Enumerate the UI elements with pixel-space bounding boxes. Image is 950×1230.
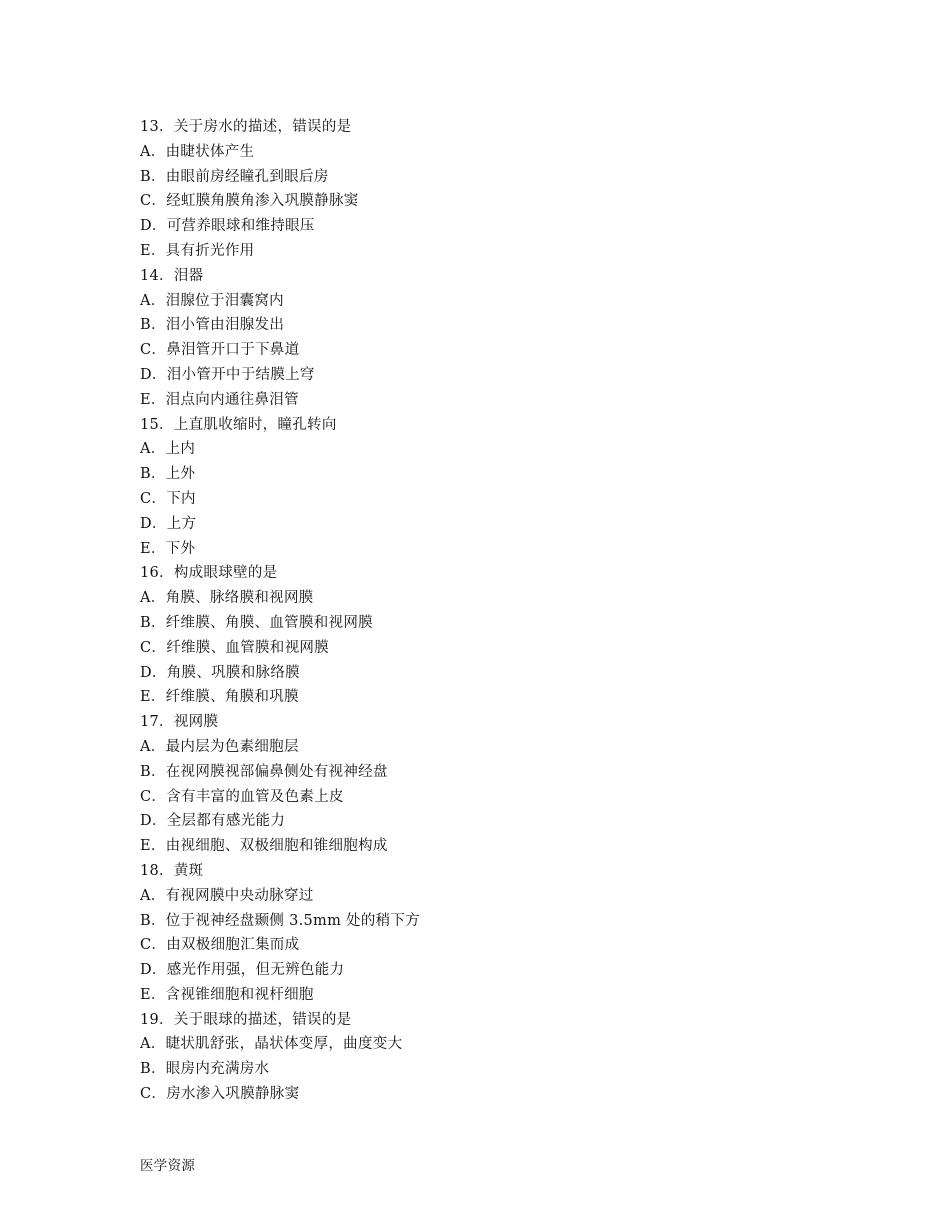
- option-b: B．位于视神经盘颞侧 3.5mm 处的稍下方: [140, 912, 421, 929]
- option-d: D．角膜、巩膜和脉络膜: [140, 664, 300, 681]
- question-stem: 19．关于眼球的描述，错误的是: [140, 1011, 352, 1028]
- option-a: A．上内: [140, 441, 196, 458]
- page-footer: 医学资源: [140, 1158, 196, 1174]
- option-c: C．由双极细胞汇集而成: [140, 937, 300, 954]
- option-a: A．泪腺位于泪囊窝内: [140, 292, 284, 309]
- option-b: B．纤维膜、角膜、血管膜和视网膜: [140, 614, 373, 631]
- option-c: C．经虹膜角膜角渗入巩膜静脉窦: [140, 193, 359, 210]
- option-c: C．纤维膜、血管膜和视网膜: [140, 639, 329, 656]
- option-d: D．可营养眼球和维持眼压: [140, 218, 315, 235]
- option-e: E．下外: [140, 540, 196, 557]
- option-a: A．由睫状体产生: [140, 143, 255, 160]
- option-b: B．上外: [140, 466, 196, 483]
- question-13: [140, 115, 880, 264]
- option-c: C．房水渗入巩膜静脉窦: [140, 1086, 300, 1103]
- question-stem: 13．关于房水的描述，错误的是: [140, 119, 352, 135]
- question-18: [140, 859, 880, 1008]
- question-14: [140, 264, 880, 413]
- option-a: A．角膜、脉络膜和视网膜: [140, 590, 314, 607]
- question-list: [140, 115, 880, 1107]
- option-c: C．下内: [140, 490, 196, 507]
- option-a: A．睫状肌舒张，晶状体变厚，曲度变大: [140, 1036, 403, 1053]
- option-d: D．泪小管开中于结膜上穹: [140, 366, 315, 383]
- question-19: [140, 1008, 880, 1107]
- option-c: C．鼻泪管开口于下鼻道: [140, 342, 300, 359]
- option-b: B．由眼前房经瞳孔到眼后房: [140, 168, 329, 185]
- option-b: B．在视网膜视部偏鼻侧处有视神经盘: [140, 763, 388, 780]
- option-e: E．具有折光作用: [140, 242, 255, 259]
- question-16: [140, 561, 880, 710]
- question-stem: 17．视网膜: [140, 714, 219, 731]
- option-e: E．由视细胞、双极细胞和锥细胞构成: [140, 838, 388, 855]
- question-15: [140, 413, 880, 562]
- question-stem: 14．泪器: [140, 267, 204, 284]
- option-e: E．泪点向内通往鼻泪管: [140, 391, 299, 408]
- option-d: D．感光作用强，但无辨色能力: [140, 962, 345, 979]
- option-b: B．眼房内充满房水: [140, 1061, 270, 1078]
- question-stem: 16．构成眼球壁的是: [140, 565, 278, 582]
- question-stem: 18．黄斑: [140, 862, 204, 879]
- question-stem: 15．上直肌收缩时，瞳孔转向: [140, 416, 337, 433]
- option-d: D．全层都有感光能力: [140, 813, 286, 830]
- option-b: B．泪小管由泪腺发出: [140, 317, 285, 334]
- option-e: E．含视锥细胞和视杆细胞: [140, 986, 314, 1003]
- option-a: A．有视网膜中央动脉穿过: [140, 887, 314, 904]
- option-a: A．最内层为色素细胞层: [140, 738, 299, 755]
- question-17: [140, 710, 880, 859]
- option-c: C．含有丰富的血管及色素上皮: [140, 788, 344, 805]
- option-e: E．纤维膜、角膜和巩膜: [140, 689, 299, 706]
- option-d: D．上方: [140, 515, 197, 532]
